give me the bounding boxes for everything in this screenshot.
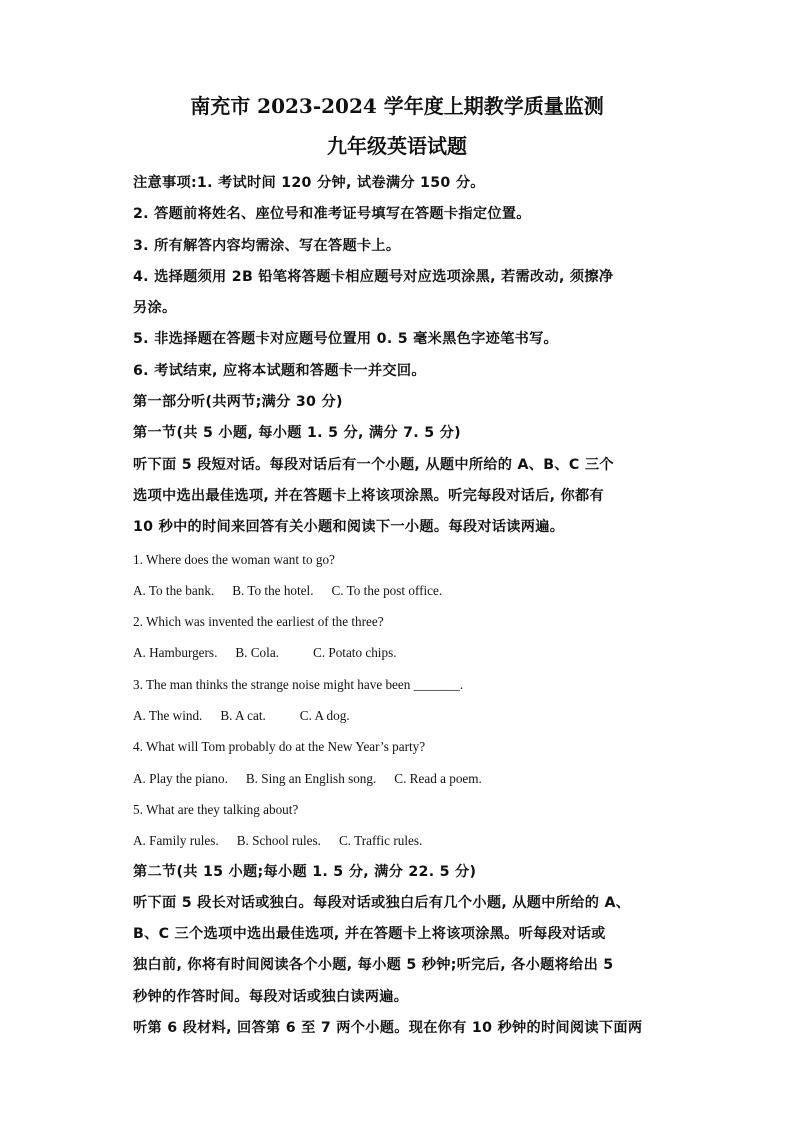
instruction-line: 选项中选出最佳选项, 并在答题卡上将该项涂黑。听完每段对话后, 你都有: [133, 487, 604, 504]
section1-heading: 第一节(共 5 小题, 每小题 1. 5 分, 满分 7. 5 分): [133, 425, 461, 442]
note-line: 6. 考试结束, 应将本试题和答题卡一并交回。: [133, 362, 426, 379]
part1-heading: 第一部分听(共两节;满分 30 分): [133, 394, 343, 411]
option-b: B. A cat.: [220, 708, 266, 724]
question-stem: 3. The man thinks the strange noise might have been _______.: [133, 676, 464, 692]
instruction-line: 听下面 5 段短对话。每段对话后有一个小题, 从题中所给的 A、B、C 三个: [133, 456, 614, 473]
question-stem: 5. What are they talking about?: [133, 801, 299, 817]
instruction-line: 10 秒中的时间来回答有关小题和阅读下一小题。每段对话读两遍。: [133, 519, 565, 536]
option-c: C. A dog.: [299, 708, 350, 724]
option-a: A. Family rules.: [133, 833, 219, 849]
option-a: A. Hamburgers.: [133, 645, 218, 661]
option-a: A. Play the piano.: [133, 770, 228, 786]
question-stem: 4. What will Tom probably do at the New Year’s party?: [133, 739, 426, 755]
question-stem: 2. Which was invented the earliest of the three?: [133, 614, 384, 630]
note-line: 2. 答题前将姓名、座位号和准考证号填写在答题卡指定位置。: [133, 206, 531, 223]
exam-subtitle: 九年级英语试题: [327, 134, 467, 158]
instruction-line: 听下面 5 段长对话或独白。每段对话或独白后有几个小题, 从题中所给的 A、: [133, 894, 631, 911]
option-b: B. Sing an English song.: [245, 770, 377, 786]
question-options: [133, 825, 673, 856]
note-line: 3. 所有解答内容均需涂、写在答题卡上。: [133, 237, 401, 254]
question-options: [133, 575, 673, 606]
exam-title: 南充市 2023-2024 学年度上期教学质量监测: [190, 94, 604, 118]
option-a: A. To the bank.: [133, 582, 215, 598]
option-b: B. School rules.: [236, 833, 321, 849]
question-options: [133, 700, 673, 731]
instruction-line: 秒钟的作答时间。每段对话或独白读两遍。: [133, 988, 409, 1005]
note-line: 4. 选择题须用 2B 铅笔将答题卡相应题号对应选项涂黑, 若需改动, 须擦净: [133, 268, 614, 285]
option-b: B. Cola.: [235, 645, 279, 661]
option-b: B. To the hotel.: [232, 582, 314, 598]
exam-body: [133, 168, 673, 1044]
note-line: 注意事项:1. 考试时间 120 分钟, 试卷满分 150 分。: [133, 175, 485, 191]
note-line: 另涂。: [133, 300, 177, 317]
instruction-line: 独白前, 你将有时间阅读各个小题, 每小题 5 秒钟;听完后, 各小题将给出 5: [133, 957, 614, 974]
section2-heading: 第二节(共 15 小题;每小题 1. 5 分, 满分 22. 5 分): [133, 863, 477, 880]
question-options: [133, 637, 673, 668]
note-line: 5. 非选择题在答题卡对应题号位置用 0. 5 毫米黑色字迹笔书写。: [133, 331, 559, 348]
question-stem: 1. Where does the woman want to go?: [133, 551, 335, 567]
option-c: C. Potato chips.: [312, 645, 397, 661]
question-options: [133, 763, 673, 794]
option-c: C. Traffic rules.: [338, 833, 423, 849]
instruction-line: B、C 三个选项中选出最佳选项, 并在答题卡上将该项涂黑。听每段对话或: [133, 926, 606, 943]
option-c: C. To the post office.: [331, 582, 443, 598]
material-intro: 听第 6 段材料, 回答第 6 至 7 两个小题。现在你有 10 秒钟的时间阅读下面两: [133, 1020, 643, 1037]
option-a: A. The wind.: [133, 708, 203, 724]
option-c: C. Read a poem.: [394, 770, 482, 786]
